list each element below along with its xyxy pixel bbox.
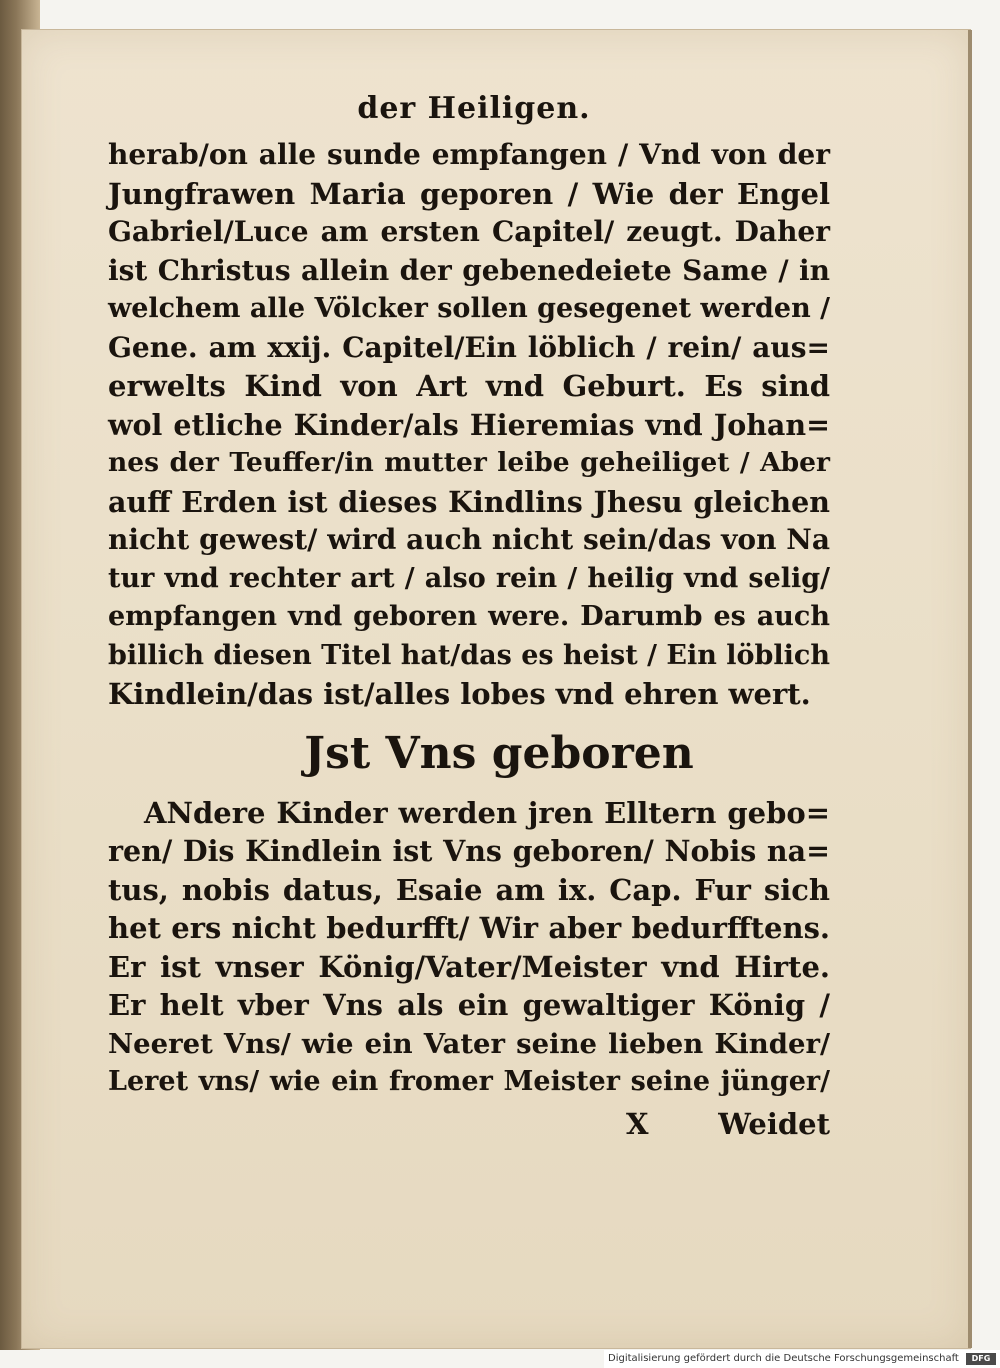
text-line: Er helt vber Vns als ein gewaltiger König / xyxy=(108,988,830,1022)
signature-mark: X xyxy=(626,1106,649,1141)
page-text-block xyxy=(108,82,830,1146)
text-line: tur vnd rechter art / also rein / heilig vnd selig/ xyxy=(108,562,830,594)
text-line: Gabriel/Luce am ersten Capitel/ zeugt. Daher xyxy=(108,215,830,248)
text-line: ANdere Kinder werden jren Elltern gebo= xyxy=(144,795,830,830)
section-heading: Jst Vns geboren xyxy=(304,727,694,779)
text-line: het ers nicht bedurfft/ Wir aber bedurfftens. xyxy=(108,911,830,945)
text-line: herab/on alle sunde empfangen / Vnd von der xyxy=(108,138,830,171)
running-head: der Heiligen. xyxy=(357,91,591,126)
dfg-logo-icon: DFG xyxy=(966,1353,996,1365)
text-line: Jungfrawen Maria geporen / Wie der Engel xyxy=(108,176,830,211)
catchword: Weidet xyxy=(718,1106,830,1141)
text-line: welchem alle Völcker sollen gesegenet werden / xyxy=(108,293,830,324)
text-line: tus, nobis datus, Esaie am ix. Cap. Fur sich xyxy=(108,872,830,907)
text-line: empfangen vnd geboren were. Darumb es auch xyxy=(108,601,830,632)
text-line: Neeret Vns/ wie ein Vater seine lieben Kinder/ xyxy=(108,1027,830,1060)
text-line: ren/ Dis Kindlein ist Vns geboren/ Nobis na= xyxy=(108,834,830,868)
text-line: ist Christus allein der gebenedeiete Same / in xyxy=(108,253,830,287)
text-line: Kindlein/das ist/alles lobes vnd ehren wert. xyxy=(108,677,811,711)
text-line: Er ist vnser König/Vater/Meister vnd Hirte. xyxy=(108,949,830,984)
digitization-footer xyxy=(604,1350,1000,1368)
footer-credit: Digitalisierung gefördert durch die Deutsche Forschungsgemeinschaft xyxy=(608,1353,959,1364)
text-line: nes der Teuffer/in mutter leibe geheiliget / Aber xyxy=(108,447,830,478)
text-line: erwelts Kind von Art vnd Geburt. Es sind xyxy=(108,369,830,403)
page-edge xyxy=(968,30,972,1348)
text-line: auff Erden ist dieses Kindlins Jhesu gleichen xyxy=(108,484,830,519)
text-line: nicht gewest/ wird auch nicht sein/das von Na xyxy=(108,523,830,556)
text-line: wol etliche Kinder/als Hieremias vnd Johan= xyxy=(108,407,830,442)
text-line: Leret vns/ wie ein fromer Meister seine jünger/ xyxy=(108,1066,830,1097)
text-line: billich diesen Titel hat/das es heist / Ein löblich xyxy=(108,639,830,671)
text-line: Gene. am xxij. Capitel/Ein löblich / rein/ aus= xyxy=(108,330,830,364)
catchword-row xyxy=(108,1102,830,1146)
